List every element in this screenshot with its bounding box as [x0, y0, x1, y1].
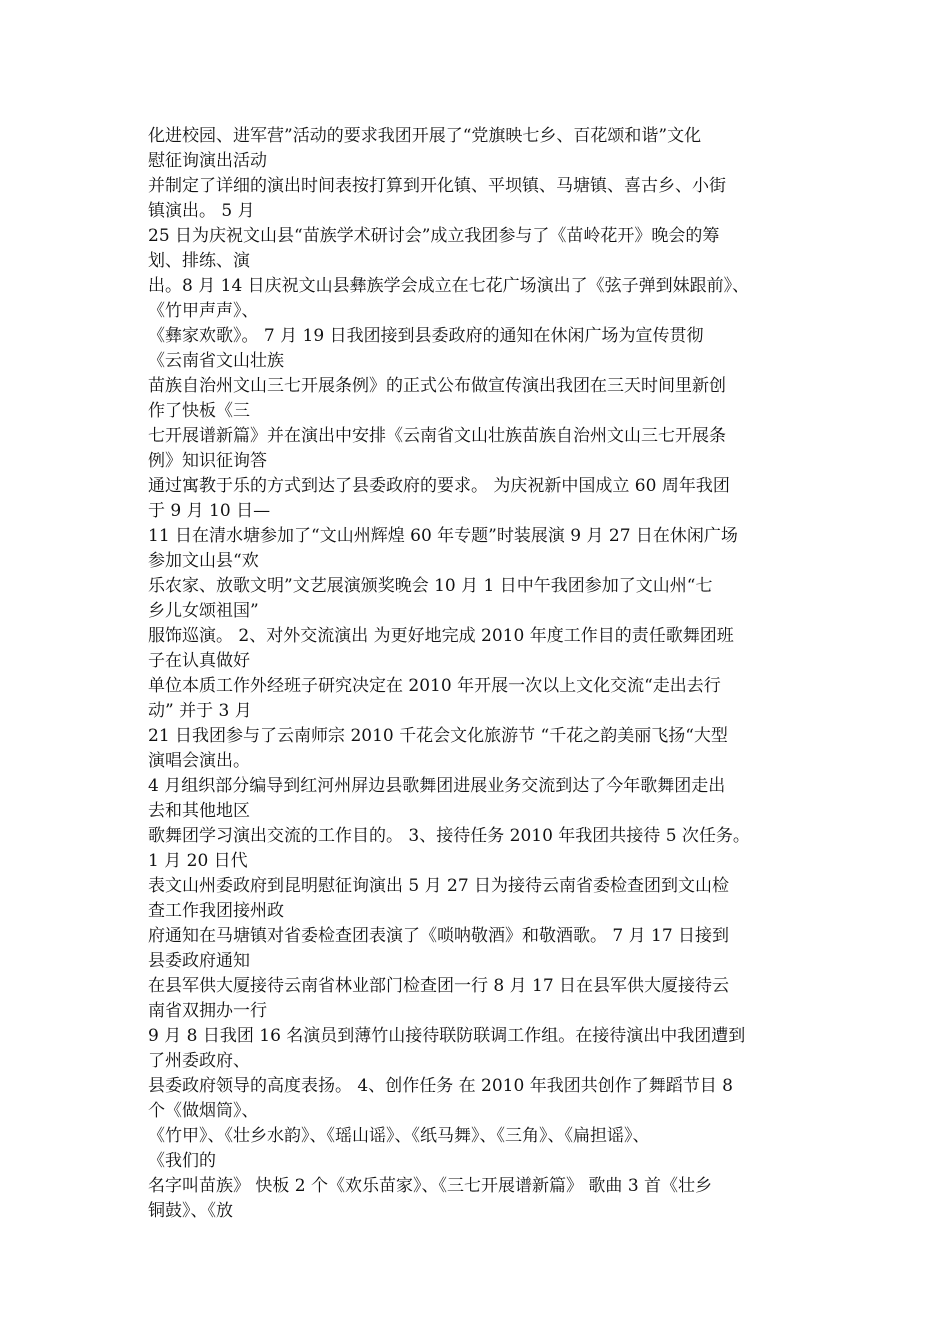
text-line: 名字叫苗族》 快板 2 个《欢乐苗家》、《三七开展谱新篇》 歌曲 3 首《壮乡	[148, 1176, 713, 1196]
text-line: 乐农家、放歌文明”文艺展演颁奖晚会 10 月 1 日中午我团参加了文山州“七	[148, 576, 713, 596]
text-line: 参加文山县“欢	[148, 551, 259, 571]
text-line: 《竹甲》、《壮乡水韵》、《瑶山谣》、《纸马舞》、《三角》、《扁担谣》、	[148, 1126, 650, 1146]
text-line: 南省双拥办一行	[148, 1001, 267, 1021]
text-line: 乡儿女颂祖国”	[148, 601, 259, 621]
text-line: 慰征询演出活动	[148, 151, 267, 171]
text-line: 例》知识征询答	[148, 451, 267, 471]
text-line: 单位本质工作外经班子研究决定在 2010 年开展一次以上文化交流“走出去行	[148, 676, 721, 696]
text-line: 《彝家欢歌》。 7 月 19 日我团接到县委政府的通知在休闲广场为宣传贯彻	[148, 326, 704, 346]
text-line: 21 日我团参与了云南师宗 2010 千花会文化旅游节 “千花之韵美丽飞扬“大型	[148, 726, 728, 746]
text-line: 《竹甲声声》、	[148, 301, 259, 321]
text-line: 府通知在马塘镇对省委检查团表演了《唢呐敬酒》和敬酒歌。 7 月 17 日接到	[148, 926, 730, 946]
text-line: 25 日为庆祝文山县“苗族学术研讨会”成立我团参与了《苗岭花开》晚会的筹	[148, 226, 720, 246]
text-line: 子在认真做好	[148, 651, 250, 671]
text-line: 4 月组织部分编导到红河州屏边县歌舞团进展业务交流到达了今年歌舞团走出	[148, 776, 726, 796]
text-line: 在县军供大厦接待云南省林业部门检查团一行 8 月 17 日在县军供大厦接待云	[148, 976, 730, 996]
text-line: 出。8 月 14 日庆祝文山县彝族学会成立在七花广场演出了《弦子弹到妹跟前》、	[148, 276, 750, 296]
text-line: 通过寓教于乐的方式到达了县委政府的要求。 为庆祝新中国成立 60 周年我团	[148, 476, 730, 496]
text-line: 9 月 8 日我团 16 名演员到薄竹山接待联防联调工作组。在接待演出中我团遭到	[148, 1026, 746, 1046]
text-line: 《云南省文山壮族	[148, 351, 284, 371]
text-line: 11 日在清水塘参加了“文山州辉煌 60 年专题”时装展演 9 月 27 日在休闲广场	[148, 526, 738, 546]
text-line: 县委政府领导的高度表扬。 4、创作任务 在 2010 年我团共创作了舞蹈节目 8	[148, 1076, 733, 1096]
body-text	[148, 124, 816, 1224]
text-line: 了州委政府、	[148, 1051, 250, 1071]
text-line: 个《做烟筒》、	[148, 1101, 259, 1121]
text-line: 查工作我团接州政	[148, 901, 284, 921]
text-line: 1 月 20 日代	[148, 851, 248, 871]
text-line: 演唱会演出。	[148, 751, 250, 771]
text-line: 动” 并于 3 月	[148, 701, 252, 721]
text-line: 县委政府通知	[148, 951, 250, 971]
text-line: 作了快板《三	[148, 401, 250, 421]
text-line: 服饰巡演。 2、对外交流演出 为更好地完成 2010 年度工作目的责任歌舞团班	[148, 626, 734, 646]
text-line: 并制定了详细的演出时间表按打算到开化镇、平坝镇、马塘镇、喜古乡、小街	[148, 176, 726, 196]
text-line: 化进校园、进军营”活动的要求我团开展了“党旗映七乡、百花颂和谐”文化	[148, 126, 702, 146]
text-line: 划、排练、演	[148, 251, 250, 271]
text-line: 苗族自治州文山三七开展条例》的正式公布做宣传演出我团在三天时间里新创	[148, 376, 726, 396]
text-line: 歌舞团学习演出交流的工作目的。 3、接待任务 2010 年我团共接待 5 次任务。	[148, 826, 750, 846]
text-line: 表文山州委政府到昆明慰征询演出 5 月 27 日为接待云南省委检查团到文山检	[148, 876, 730, 896]
text-line: 于 9 月 10 日—	[148, 501, 271, 521]
text-line: 去和其他地区	[148, 801, 250, 821]
text-line: 《我们的	[148, 1151, 216, 1171]
text-line: 铜鼓》、《放	[148, 1201, 233, 1221]
text-line: 镇演出。 5 月	[148, 201, 255, 221]
text-line: 七开展谱新篇》并在演出中安排《云南省文山壮族苗族自治州文山三七开展条	[148, 426, 726, 446]
